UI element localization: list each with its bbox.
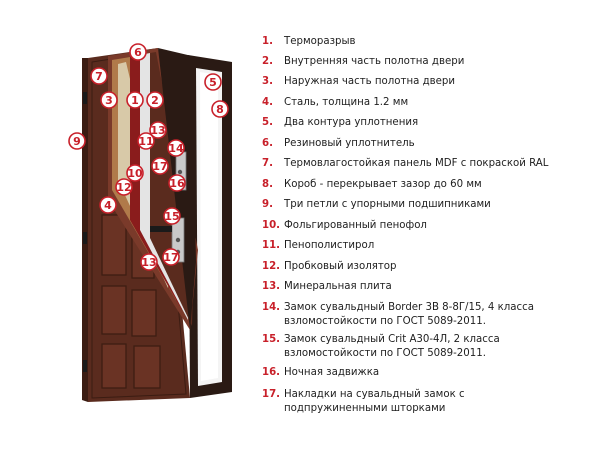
legend-text: Три петли с упорными подшипниками <box>284 199 491 210</box>
legend-text: Пенополистирол <box>284 240 375 251</box>
legend-number: 1. <box>262 36 273 47</box>
callout-badge-number: 15 <box>164 210 180 223</box>
callout-badge-number: 16 <box>169 177 185 190</box>
legend-number: 8. <box>262 179 273 190</box>
legend-text: Пробковый изолятор <box>284 261 397 272</box>
callout-badge-number: 13 <box>141 256 157 269</box>
legend-number: 2. <box>262 56 273 67</box>
legend-number: 11. <box>262 240 281 251</box>
callout-badge-number: 14 <box>168 142 184 155</box>
callout-badge <box>163 249 179 265</box>
legend-number: 17. <box>262 389 281 400</box>
callout-badge <box>152 158 168 174</box>
legend-text: Накладки на сувальдный замок с подпружиненными шторками <box>284 389 465 414</box>
callout-badge <box>205 74 221 90</box>
callout-badge-number: 12 <box>116 181 132 194</box>
callout-badge-number: 7 <box>95 70 103 83</box>
callout-badge <box>127 165 143 181</box>
callout-badge <box>141 254 157 270</box>
callout-badge <box>212 101 228 117</box>
legend-text: Наружная часть полотна двери <box>284 76 456 87</box>
legend-number: 16. <box>262 367 281 378</box>
legend-text: Замок сувальдный Border 3В 8-8Г/15, 4 класса взломостойкости по ГОСТ 5089-2011. <box>284 302 534 327</box>
callout-badge-number: 5 <box>209 76 217 89</box>
legend-text: Два контура уплотнения <box>284 117 419 128</box>
callout-badge <box>164 208 180 224</box>
callout-badge-number: 17 <box>163 251 179 264</box>
legend-text: Сталь, толщина 1.2 мм <box>284 97 409 108</box>
legend-text: Термовлагостойкая панель MDF с покраской RAL <box>284 158 549 169</box>
callout-badge-number: 3 <box>105 94 113 107</box>
legend-text: Замок сувальдный Crit A30-4Л, 2 класса взломостойкости по ГОСТ 5089-2011. <box>284 334 500 359</box>
callout-badge <box>116 179 132 195</box>
callout-badge-number: 2 <box>151 94 159 107</box>
legend-text: Короб - перекрывает зазор до 60 мм <box>284 179 482 190</box>
callout-badge-number: 1 <box>131 94 139 107</box>
callout-badge-number: 9 <box>73 135 81 148</box>
callout-badge <box>150 122 166 138</box>
legend-number: 9. <box>262 199 273 210</box>
callout-badge <box>101 92 117 108</box>
callout-badge-number: 10 <box>127 167 143 180</box>
legend-number: 6. <box>262 138 273 149</box>
legend-number: 14. <box>262 302 281 313</box>
callout-badge <box>168 140 184 156</box>
legend-number: 13. <box>262 281 281 292</box>
door-cutaway-illustration <box>0 0 260 450</box>
callout-badge <box>91 68 107 84</box>
callout-badge-number: 11 <box>138 135 154 148</box>
callout-badge <box>127 92 143 108</box>
legend-text: Внутренняя часть полотна двери <box>284 56 465 67</box>
callout-badge <box>169 175 185 191</box>
callout-badge <box>130 44 146 60</box>
legend-number: 3. <box>262 76 273 87</box>
callout-badge-number: 13 <box>150 124 166 137</box>
legend-text: Ночная задвижка <box>284 367 380 378</box>
legend-number: 7. <box>262 158 273 169</box>
legend-text: Минеральная плита <box>284 281 392 292</box>
callout-badge <box>100 197 116 213</box>
callout-badge <box>69 133 85 149</box>
legend-text: Резиновый уплотнитель <box>284 138 415 149</box>
legend-number: 15. <box>262 334 281 345</box>
legend-number: 10. <box>262 220 281 231</box>
legend-text: Терморазрыв <box>284 36 356 47</box>
legend-number: 12. <box>262 261 281 272</box>
callout-badge <box>147 92 163 108</box>
callout-badge-number: 17 <box>152 160 168 173</box>
legend-number: 4. <box>262 97 273 108</box>
legend-number: 5. <box>262 117 273 128</box>
callout-badge-number: 4 <box>104 199 112 212</box>
legend-text: Фольгированный пенофол <box>284 220 427 231</box>
callout-badge-number: 6 <box>134 46 142 59</box>
callout-badge-number: 8 <box>216 103 224 116</box>
